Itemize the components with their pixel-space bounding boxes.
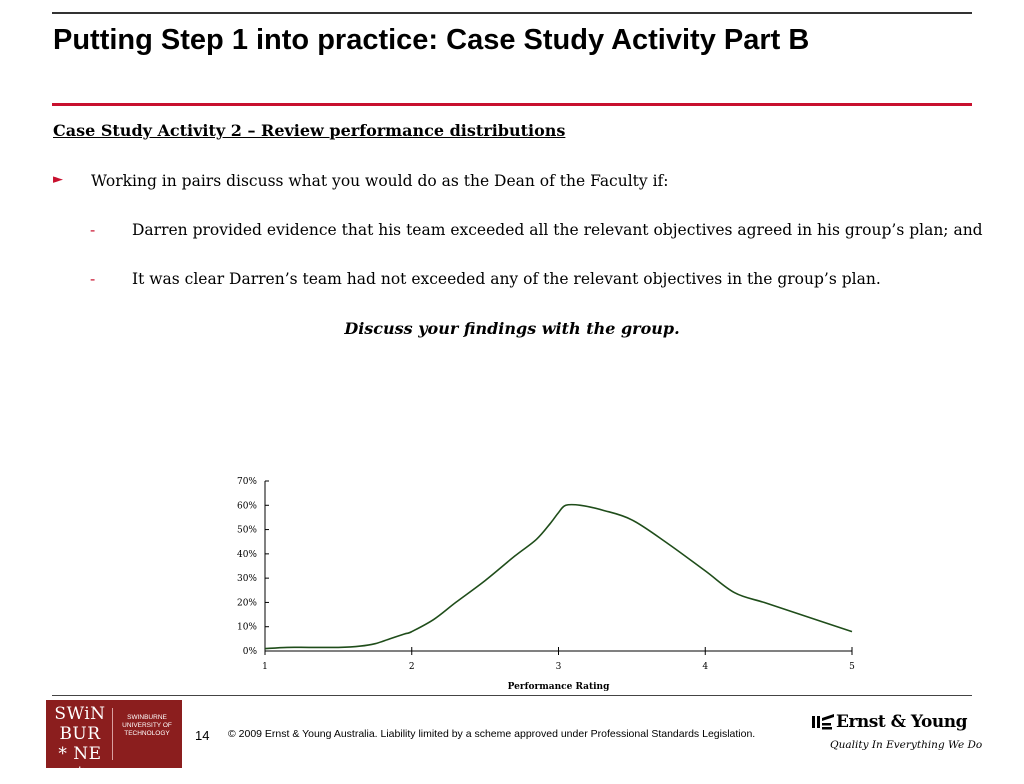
logo-separator: [112, 708, 113, 760]
x-tick-label: 1: [262, 662, 268, 672]
y-tick-label: 70%: [236, 477, 257, 487]
activity-heading: Case Study Activity 2 – Review performance distributions: [53, 121, 566, 140]
distribution-curve: [265, 505, 852, 649]
swinburne-logo: [46, 700, 182, 784]
arrow-bullet-icon: ►: [53, 172, 63, 187]
x-tick-label: 5: [849, 662, 855, 672]
x-tick-label: 2: [408, 662, 415, 672]
y-tick-label: 30%: [236, 574, 257, 585]
y-tick-label: 50%: [236, 525, 257, 536]
y-tick-label: 60%: [236, 501, 257, 512]
bullet-text: Working in pairs discuss what you would do as the Dean of the Faculty if:: [91, 172, 669, 190]
slide-title: Putting Step 1 into practice: Case Study Activity Part B: [53, 24, 810, 56]
footer-divider: [52, 695, 972, 696]
swinburne-name: [116, 714, 178, 738]
ey-beam-icon: [812, 714, 834, 730]
y-tick-label: 10%: [236, 622, 257, 633]
x-axis-title: Performance Rating: [507, 682, 610, 692]
sub-bullet-text: It was clear Darren’s team had not exceeded any of the relevant objectives in the group’s plan.: [132, 270, 881, 288]
copyright-notice: © 2009 Ernst & Young Australia. Liability limited by a scheme approved under Professional Standards Legislation.: [228, 728, 756, 740]
x-tick-label: 4: [702, 662, 709, 672]
sub-bullet-text: Darren provided evidence that his team exceeded all the relevant objectives agreed in his group’s plan; and: [132, 221, 983, 239]
page-number: 14: [195, 728, 210, 743]
logo-text-line: TECHNOLOGY: [124, 730, 170, 737]
wordmark-line: BUR: [59, 724, 101, 744]
logo-text-line: UNIVERSITY OF: [122, 722, 172, 729]
closing-instruction: Discuss your findings with the group.: [344, 319, 680, 338]
dash-bullet-icon: -: [90, 221, 96, 239]
swinburne-wordmark: [52, 704, 108, 784]
ey-wordmark: Ernst & Young: [836, 712, 967, 732]
logo-text-line: SWINBURNE: [127, 714, 167, 721]
wordmark-line: * NE *: [58, 744, 102, 784]
y-tick-label: 20%: [236, 598, 257, 609]
x-tick-label: 3: [555, 662, 562, 672]
dash-bullet-icon: -: [90, 270, 96, 288]
ey-tagline: Quality In Everything We Do: [830, 739, 983, 751]
wordmark-line: SWiN: [54, 704, 106, 724]
y-tick-label: 0%: [242, 647, 257, 657]
y-tick-label: 40%: [236, 549, 257, 560]
